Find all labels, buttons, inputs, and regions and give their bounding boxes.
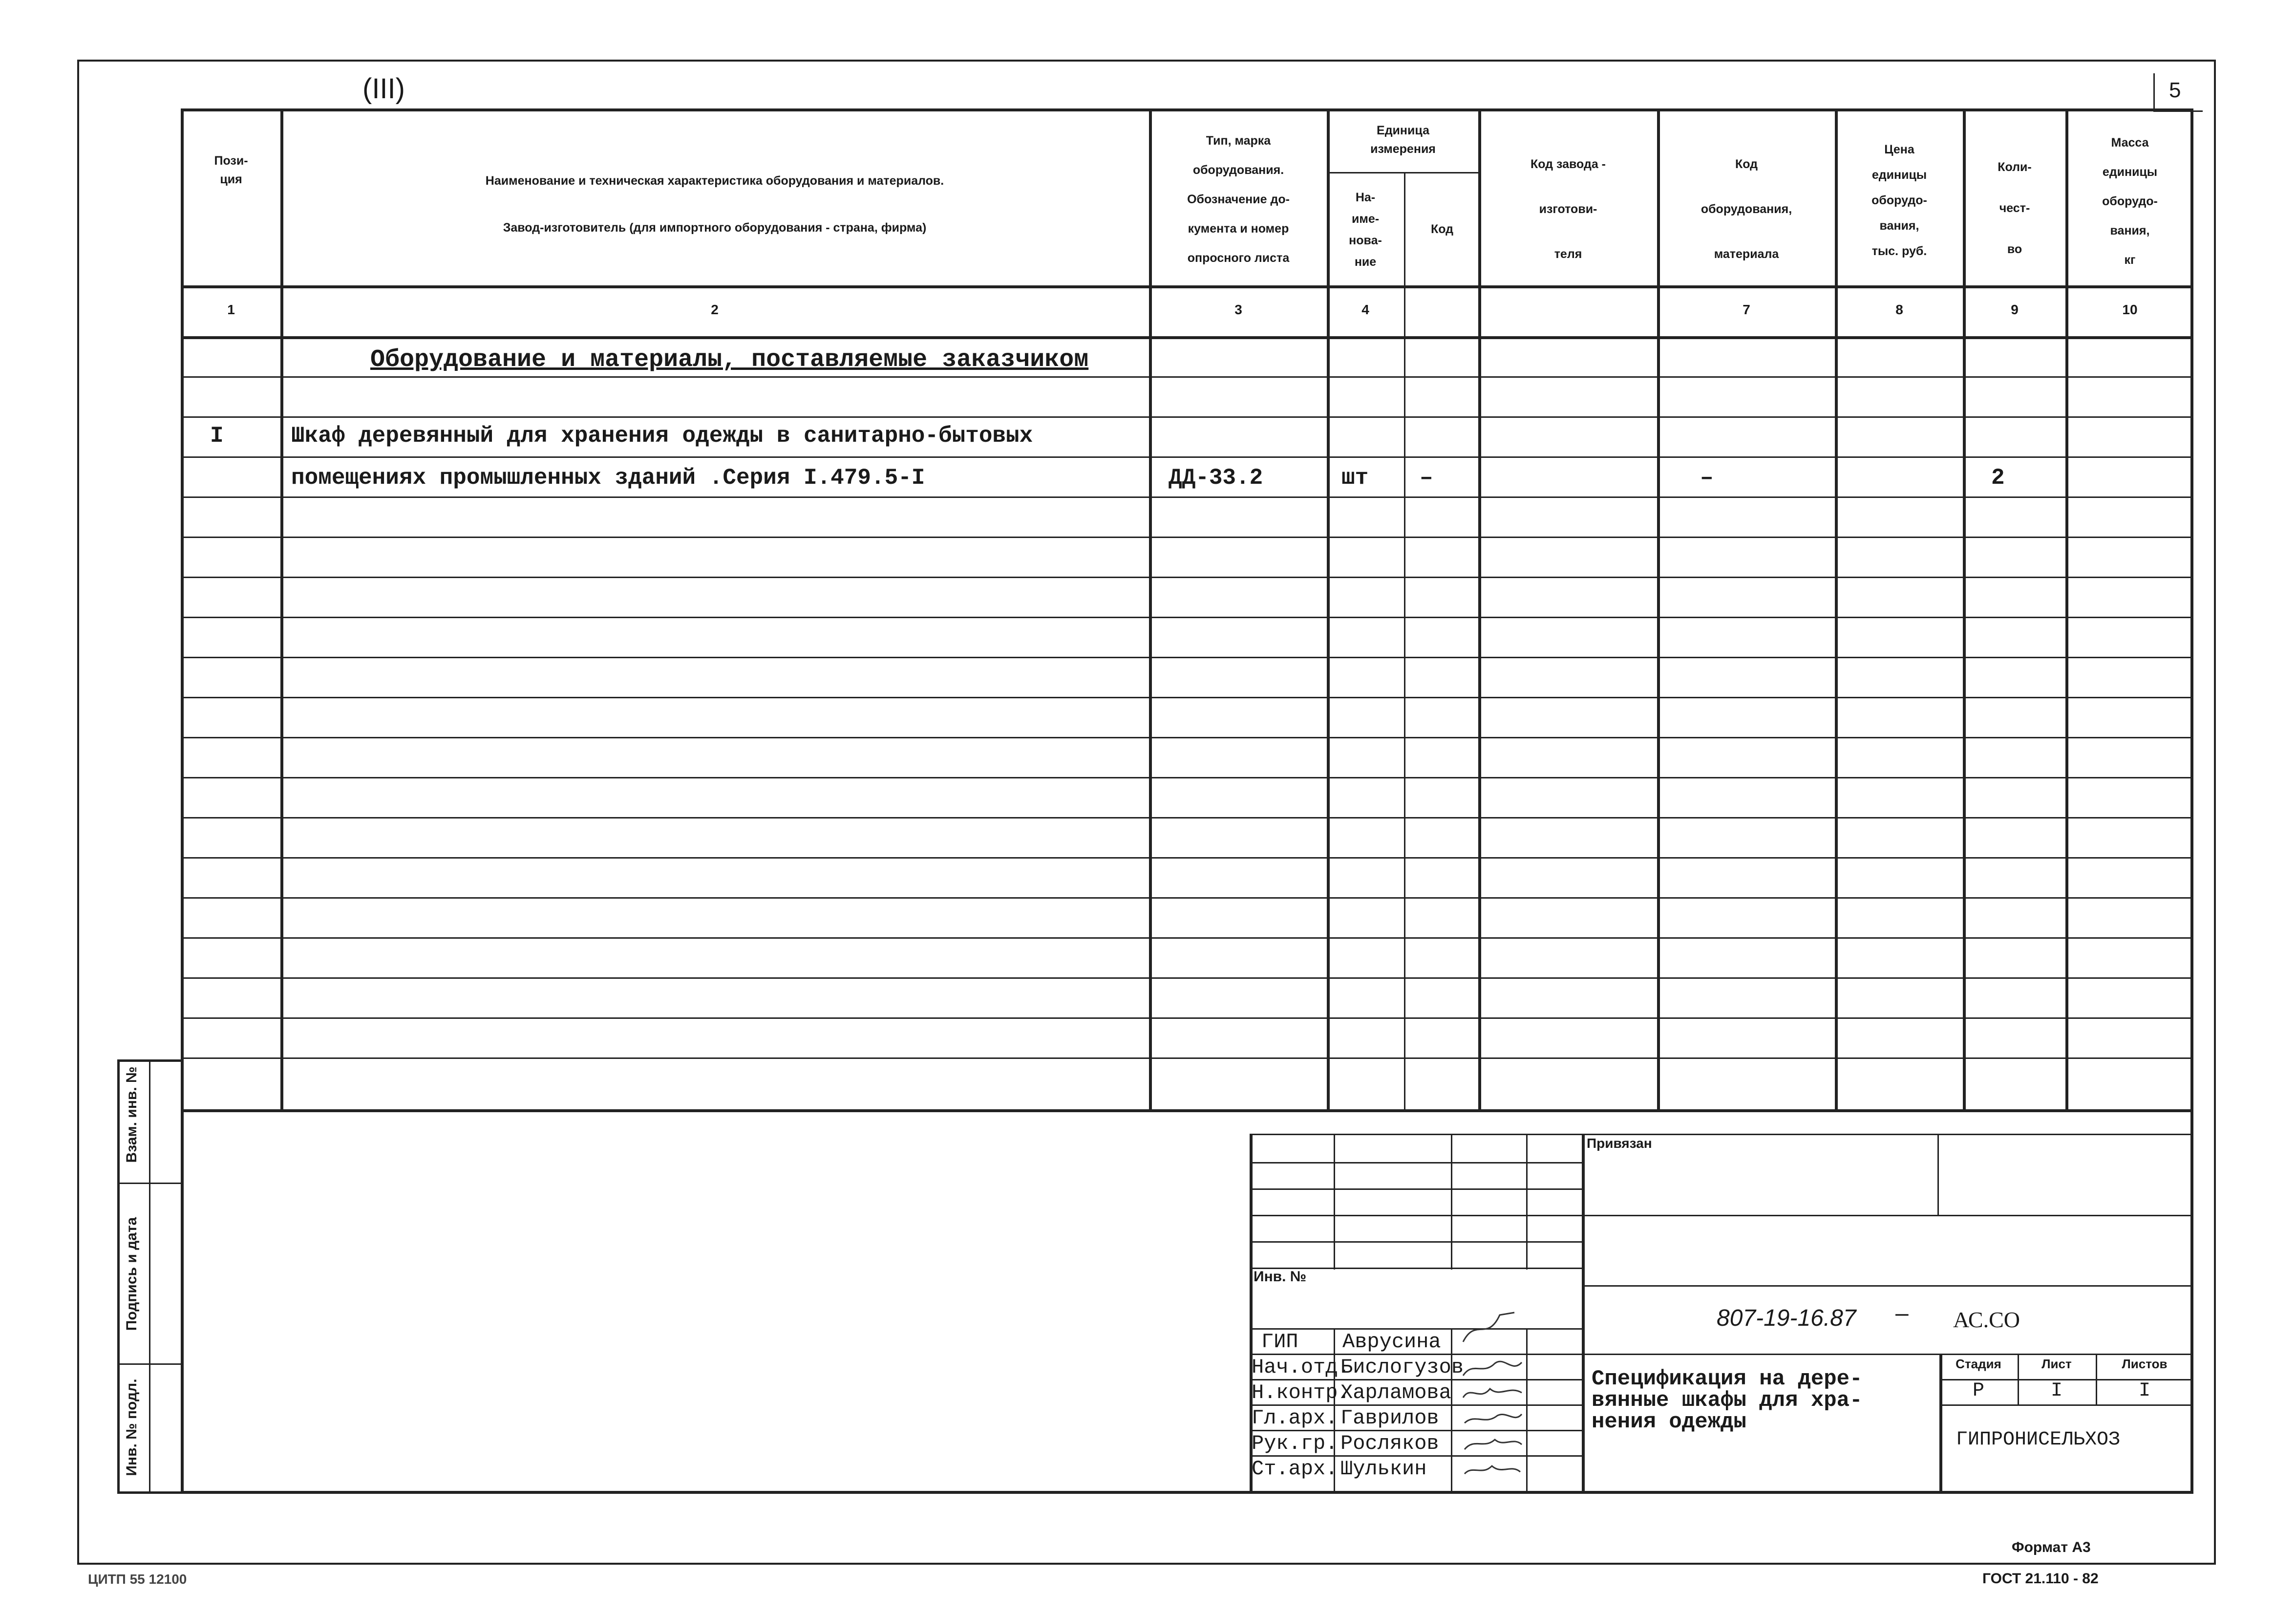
document-title <box>1592 1368 1863 1433</box>
tb-col <box>1582 1134 1585 1494</box>
tb-col <box>1451 1134 1452 1270</box>
tb-col <box>1526 1134 1528 1270</box>
signature-mark <box>1461 1308 1519 1347</box>
row-line <box>181 496 2193 498</box>
tb-line <box>1250 1328 1582 1330</box>
stage-label: Стадия <box>1956 1357 2001 1371</box>
document-title-line: Спецификация на дере- <box>1592 1367 1863 1391</box>
tb-line <box>1250 1430 1582 1431</box>
header-name: Наименование и техническая характеристика оборудования и материалов. Завод-изготовитель (для импортного оборудования - страна, фирма) <box>485 174 944 235</box>
column-number-line <box>181 336 2193 339</box>
tb-line <box>1250 1215 2193 1216</box>
column-number: 4 <box>1361 302 1369 317</box>
signature-mark <box>1461 1434 1524 1453</box>
column-number: 3 <box>1234 302 1242 317</box>
header-quantity: Коли- чест- во <box>1998 160 2032 256</box>
person-role: ГИП <box>1261 1330 1298 1354</box>
person-name: Росляков <box>1340 1432 1439 1455</box>
row-line <box>181 977 2193 979</box>
header-unit-code: Код <box>1430 222 1454 236</box>
row-line <box>181 777 2193 778</box>
header-equipment-code: Код оборудования, материала <box>1701 157 1792 261</box>
column-number: 9 <box>2011 302 2019 317</box>
document-code: 807-19-16.87 <box>1717 1305 1856 1331</box>
header-type: Тип, марка оборудования. Обозначение до- кумента и номер опросного листа <box>1187 134 1290 265</box>
row-line <box>181 456 2193 458</box>
item-type: ДД-33.2 <box>1169 465 1263 491</box>
sheet-value: I <box>2050 1380 2062 1402</box>
person-name: Аврусина <box>1342 1330 1441 1354</box>
item-equipment-code: – <box>1700 465 1714 491</box>
tb-line <box>1250 1188 1582 1190</box>
person-role: Ст.арх. <box>1252 1457 1338 1481</box>
side-stamp-original-inv: Инв. № подл. <box>124 1379 140 1476</box>
header-mass: Масса единицы оборудо- вания, кг <box>2102 136 2158 267</box>
row-line <box>181 897 2193 899</box>
row-line <box>181 657 2193 658</box>
item-unit: шт <box>1341 465 1369 491</box>
tb-line <box>1939 1404 2193 1406</box>
section-title: Оборудование и материалы, поставляемые заказчиком <box>370 346 1089 374</box>
column-number: 1 <box>227 302 235 317</box>
signature-mark <box>1461 1358 1524 1378</box>
row-line <box>181 857 2193 859</box>
tb-line <box>1250 1379 1582 1380</box>
column-number: 7 <box>1743 302 1750 317</box>
signature-mark <box>1461 1383 1524 1402</box>
header-bottom-line <box>181 285 2193 288</box>
row-line <box>181 376 2193 378</box>
person-name: Шулькин <box>1340 1457 1427 1481</box>
privyazan-label: Привязан <box>1587 1136 1652 1151</box>
sheet-number: 5 <box>2169 78 2181 102</box>
tb-col <box>1939 1354 1942 1494</box>
row-line <box>181 937 2193 939</box>
tb-line <box>1250 1134 2193 1135</box>
tb-col <box>1334 1134 1335 1270</box>
sheet-mark: (III) <box>362 73 405 105</box>
sheets-label: Листов <box>2122 1357 2168 1371</box>
tb-col <box>1451 1328 1452 1494</box>
organization-name: ГИПРОНИСЕЛЬХОЗ <box>1956 1429 2121 1451</box>
person-name: Гаврилов <box>1340 1406 1439 1430</box>
tb-col <box>1937 1134 1939 1215</box>
row-line <box>181 577 2193 578</box>
format-label: Формат А3 <box>2012 1539 2091 1555</box>
row-line <box>181 737 2193 738</box>
item-name-line2: помещениях промышленных зданий .Серия I.479.5-I <box>291 465 925 491</box>
signature-mark <box>1461 1459 1524 1479</box>
tb-col <box>1526 1328 1528 1494</box>
document-code-dash: – <box>1895 1300 1909 1326</box>
column-number: 2 <box>711 302 719 317</box>
row-line <box>181 416 2193 418</box>
tb-line <box>1582 1285 2193 1287</box>
stage-value: Р <box>1972 1380 1984 1402</box>
side-stamp-divider <box>149 1059 150 1494</box>
column-number: 10 <box>2122 302 2138 317</box>
row-line <box>181 1057 2193 1059</box>
row-line <box>181 617 2193 618</box>
tb-line <box>1250 1241 1582 1243</box>
header-factory-code: Код завода - изготови- теля <box>1530 157 1606 261</box>
row-line <box>181 817 2193 819</box>
item-position: I <box>210 423 224 449</box>
item-unit-code: – <box>1420 465 1433 491</box>
person-role: Рук.гр. <box>1252 1432 1338 1455</box>
document-title-line: нения одежды <box>1592 1410 1746 1434</box>
unit-subheader-line <box>1327 172 1478 173</box>
signature-mark <box>1461 1408 1524 1428</box>
gost-label: ГОСТ 21.110 - 82 <box>1982 1571 2099 1587</box>
header-unit: Единица измерения <box>1370 124 1436 156</box>
tb-line <box>1250 1455 1582 1457</box>
person-name: Харламова <box>1340 1381 1451 1404</box>
person-name: Бислогузов <box>1340 1356 1464 1379</box>
side-stamp-replace-inv: Взам. инв. № <box>124 1066 140 1163</box>
tb-line <box>1250 1162 1582 1164</box>
document-title-line: вянные шкафы для хра- <box>1592 1388 1863 1413</box>
table-bottom-line <box>181 1109 2193 1112</box>
item-quantity: 2 <box>1991 465 2005 491</box>
header-unit-name: На- име- нова- ние <box>1349 191 1382 269</box>
tb-line <box>1250 1354 2193 1355</box>
column-number: 8 <box>1895 302 1903 317</box>
header-price: Цена единицы оборудо- вания, тыс. руб. <box>1871 143 1927 258</box>
row-line <box>181 697 2193 698</box>
col-line <box>1404 172 1405 1109</box>
tb-line <box>1250 1404 1582 1406</box>
document-code-suffix: АС.СО <box>1953 1307 2020 1332</box>
row-line <box>181 1017 2193 1019</box>
sheet-label: Лист <box>2041 1357 2072 1371</box>
item-name-line1: Шкаф деревянный для хранения одежды в санитарно-бытовых <box>291 423 1033 449</box>
header-position: Пози- ция <box>214 154 248 186</box>
person-role: Н.контр. <box>1252 1381 1350 1404</box>
sheets-value: I <box>2138 1380 2150 1402</box>
col-line <box>280 108 283 1109</box>
side-stamp-signature-date: Подпись и дата <box>124 1217 140 1331</box>
person-role: Гл.арх. <box>1252 1406 1338 1430</box>
footer-print-code: ЦИТП 55 12100 <box>88 1572 187 1587</box>
person-role: Нач.отд. <box>1252 1356 1350 1379</box>
inv-no-label: Инв. № <box>1254 1269 1307 1285</box>
row-line <box>181 537 2193 538</box>
